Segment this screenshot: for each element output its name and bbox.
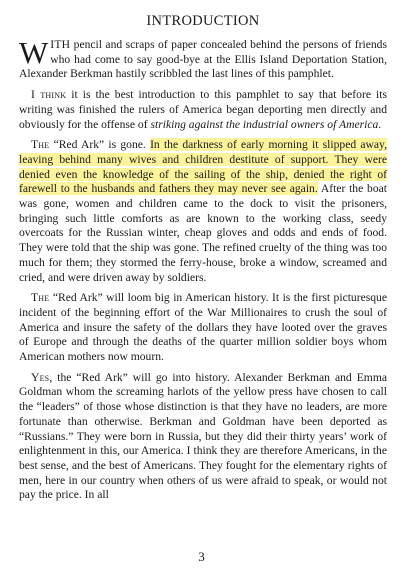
paragraph-3 — [19, 138, 387, 285]
drop-cap-letter: W — [19, 35, 49, 70]
paragraph-2-lead: I think — [31, 88, 67, 102]
paragraph-5-lead: Yes — [31, 370, 50, 384]
highlighted-passage[interactable]: In the darkness of early morning it slipped away, leaving behind many wives and children destitute of support. They were denied even the knowledge of the sailing of the ship, denied the right of farewell to the husbands and fathers they may never see again. — [19, 138, 387, 196]
page-heading: INTRODUCTION — [146, 13, 260, 29]
paragraph-2-end: . — [378, 117, 382, 131]
paragraph-1 — [19, 35, 387, 82]
paragraph-1-lead: ITH — [50, 38, 71, 51]
paragraph-4-lead: The — [31, 291, 50, 305]
paragraph-5-text: , the “Red Ark” will go into history. Alexander Berkman and Emma Goldman whom the screaming harlots of the yellow press have chosen to call the “leaders” of those whose distinction is that they have no leaders, are more fortunate than otherwise. Berkman and Goldman have been deported as “Russians.” They were born in Russia, but they did their thirty years’ work of enlightenment in this, our America. I think they are therefore Americans, in the best sense, and the best of Americans. They fought for the elementary rights of men, here in our country when others of us were afraid to speak, or would not pay the price. In all — [19, 370, 387, 502]
paragraph-3-rest: After the boat was gone, women and children came to the dock to visit the prisoners, bringing such little comforts as are known to the working class, seedy overcoats for the Russian winter, cheap gloves and odds and ends of food. They were told that the ship was gone. The refined cruelty of the thing was too much for them; they stormed the ferry-house, broke a window, screamed and cried, and were driven away by soldiers. — [19, 182, 387, 284]
paragraph-4-text: “Red Ark” will loom big in American history. It is the first picturesque incident of the beginning effort of the War Millionaires to crush the soul of America and insure the safety of the dollars they have looted over the graves of Europe and through the deaths of the quarter million soldier boys whom American mothers now mourn. — [19, 291, 387, 364]
page-number: 3 — [198, 549, 205, 564]
paragraph-3-lead: The — [31, 138, 50, 152]
paragraph-1-text: pencil and scraps of paper concealed behind the persons of friends who had come to say good-bye at the Ellis Island Deportation Station, Alexander Berkman hastily scribbled the last lines of this pamphlet. — [19, 38, 387, 81]
paragraph-5 — [19, 371, 387, 503]
paragraph-4 — [19, 291, 387, 365]
paragraph-2 — [19, 88, 387, 132]
paragraph-2-text: it is the best introduction to this pamphlet to say that before its writing was finished the rulers of America began deporting men directly and obviously for the offense of — [19, 88, 387, 131]
document-page — [19, 12, 387, 509]
paragraph-3-text: “Red Ark” is gone. — [49, 138, 151, 152]
paragraph-2-emphasis: striking against the industrial owners of America — [150, 117, 379, 131]
